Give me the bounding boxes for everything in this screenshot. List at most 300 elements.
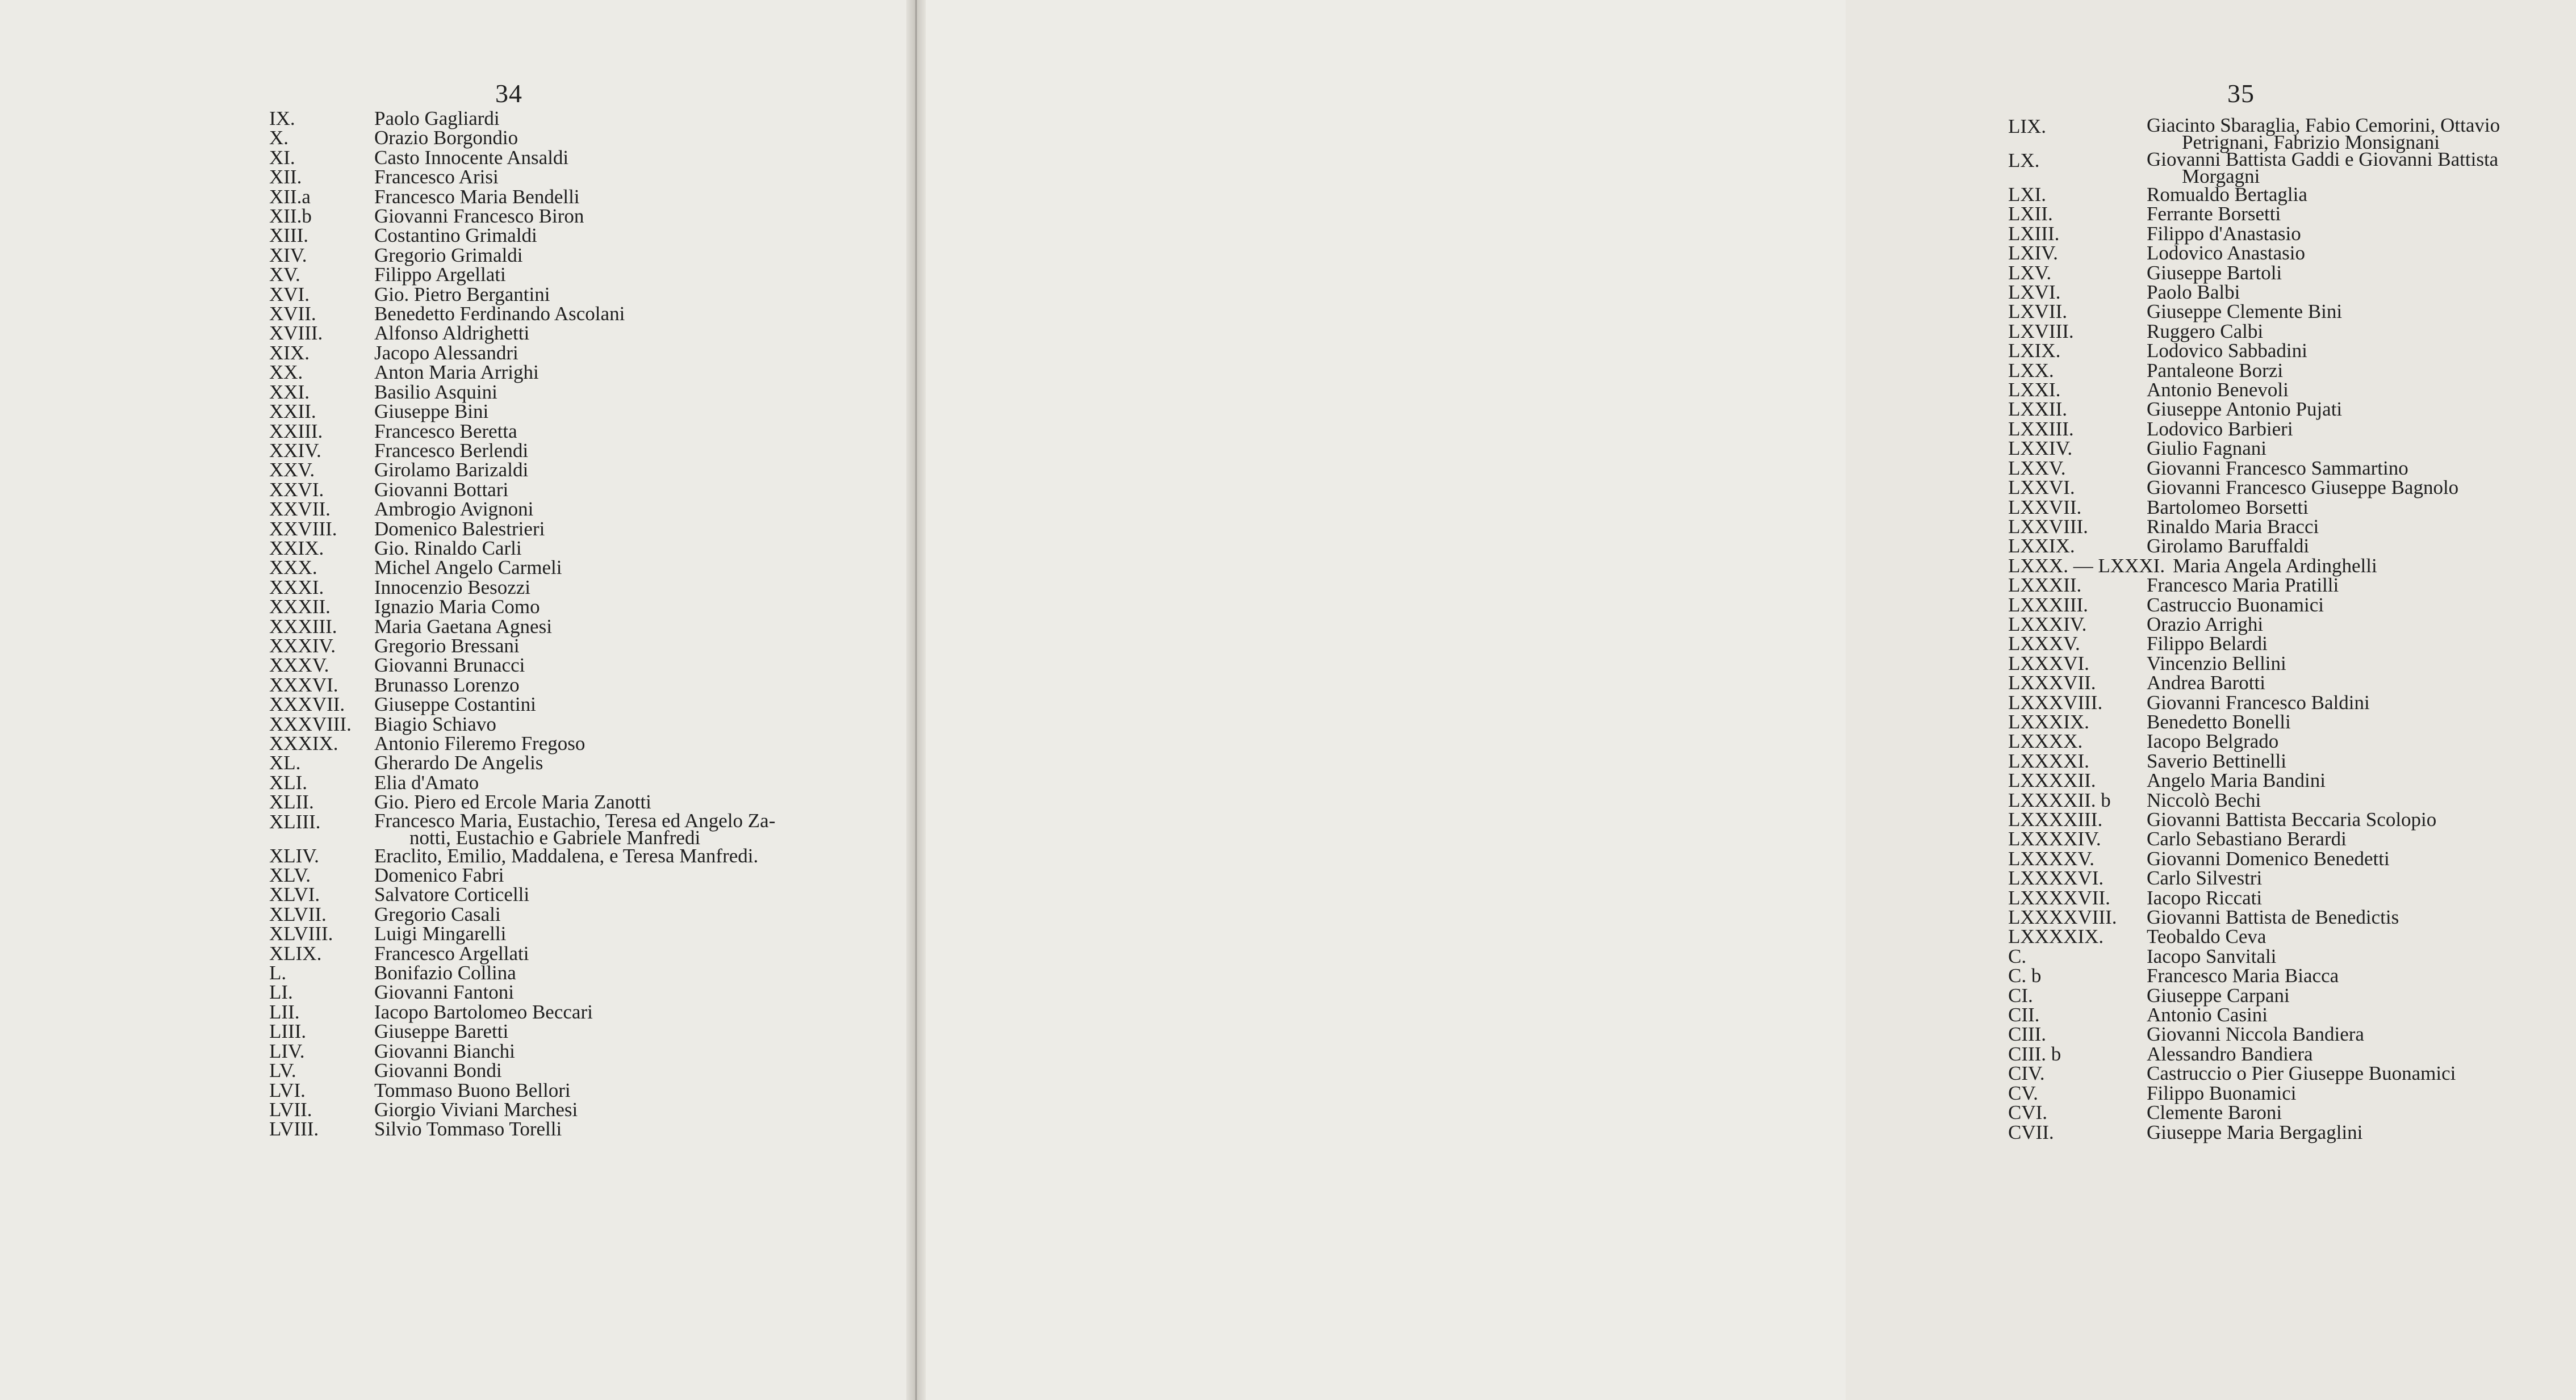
- entry-name: [374, 109, 500, 128]
- entry-name-text: Giovanni Domenico Benedetti: [2147, 847, 2390, 870]
- entry-name-text: Vincenzio Bellini: [2147, 652, 2286, 674]
- index-entry: [2008, 712, 2576, 732]
- entry-name: [374, 617, 552, 636]
- entry-name: [2147, 927, 2266, 946]
- entry-name: [374, 402, 488, 421]
- entry-name-text: Carlo Sebastiano Berardi: [2147, 828, 2347, 850]
- entry-numeral: XLVIII.: [269, 923, 333, 945]
- entry-numeral: C. b: [2008, 965, 2042, 987]
- entry-name-text: Casto Innocente Ansaldi: [374, 146, 569, 169]
- entry-name: [2147, 986, 2290, 1005]
- entry-name: [374, 636, 520, 656]
- entry-name-text: Castruccio Buonamici: [2147, 593, 2324, 616]
- index-entry: [269, 636, 837, 656]
- entry-name: [374, 500, 533, 519]
- index-entry: [2008, 114, 2576, 153]
- index-entry: [2008, 204, 2576, 224]
- entry-numeral: L.: [269, 962, 287, 984]
- index-entry: [2008, 749, 2576, 772]
- entry-name: [374, 207, 584, 226]
- entry-name: [374, 656, 525, 675]
- index-entry: [269, 304, 837, 324]
- index-entry: [2008, 908, 2576, 927]
- entry-numeral: XXIX.: [269, 536, 324, 559]
- entry-numeral: LXXXIX.: [2008, 710, 2089, 733]
- entry-name-text: Teobaldo Ceva: [2147, 925, 2266, 948]
- index-entry: [269, 363, 837, 382]
- index-entry: [2008, 654, 2576, 673]
- entry-name-text: Ambrogio Avignoni: [374, 498, 534, 521]
- entry-name-text: Francesco Berlendi: [374, 439, 529, 462]
- index-entry: [2008, 966, 2576, 986]
- entry-numeral: XXVII.: [269, 498, 331, 521]
- entry-name-text: Basilio Asquini: [374, 380, 497, 403]
- entry-name-text: Salvatore Corticelli: [374, 883, 530, 906]
- entry-numeral: LXX.: [2008, 359, 2054, 382]
- entry-numeral: LXXXXVIII.: [2008, 906, 2117, 929]
- entry-name-text: Giovanni Francesco Baldini: [2147, 691, 2370, 714]
- entry-name-text: Biagio Schiavo: [374, 712, 496, 735]
- entry-numeral: XXVIII.: [269, 517, 337, 540]
- entry-numeral: XXI.: [269, 380, 310, 403]
- entry-name: [374, 536, 522, 559]
- index-entry: [269, 167, 837, 187]
- entry-numeral: XLII.: [269, 791, 314, 814]
- entry-numeral: CII.: [2008, 1004, 2040, 1026]
- entry-numeral: LXXVIII.: [2008, 515, 2088, 538]
- entry-name: [374, 1000, 593, 1023]
- index-entry: [269, 734, 837, 753]
- entry-name-text: Silvio Tommaso Torelli: [374, 1118, 562, 1141]
- entry-name-text: Benedetto Bonelli: [2147, 710, 2291, 733]
- index-entry: [2008, 1123, 2576, 1142]
- entry-name: [2147, 1103, 2282, 1122]
- entry-name-text: Giovanni Bondi: [374, 1059, 502, 1082]
- index-entry: [269, 712, 837, 735]
- entry-name-text: Orazio Borgondio: [374, 127, 518, 149]
- entry-numeral: LXXXVI.: [2008, 652, 2089, 674]
- entry-name-text: Luigi Mingarelli: [374, 923, 507, 945]
- entry-name: [374, 422, 517, 441]
- entry-name: [2147, 1064, 2456, 1083]
- entry-numeral: LXVIII.: [2008, 320, 2074, 342]
- entry-name-text: Elia d'Amato: [374, 771, 479, 794]
- entry-numeral: LXXXXII. b: [2008, 789, 2111, 811]
- entry-name-text: Giovanni Francesco Giuseppe Bagnolo: [2147, 476, 2459, 499]
- entry-numeral: XLIX.: [269, 942, 322, 965]
- entry-numeral: XXVI.: [269, 478, 324, 501]
- entry-numeral: LXXIV.: [2008, 437, 2073, 460]
- entry-name-text: Brunasso Lorenzo: [374, 673, 520, 696]
- index-entry: [2008, 947, 2576, 966]
- index-entry: [269, 1000, 837, 1023]
- entry-name: [374, 578, 530, 597]
- entry-name: [2147, 302, 2342, 321]
- entry-numeral: XLIII.: [269, 810, 321, 833]
- index-entry: [269, 460, 837, 480]
- entry-name: [2147, 869, 2262, 888]
- entry-numeral: LXXV.: [2008, 456, 2066, 479]
- book-gutter: [906, 0, 926, 1400]
- index-entry: [269, 246, 837, 265]
- entry-name-text: Clemente Baroni: [2147, 1101, 2282, 1124]
- index-entry: [269, 944, 837, 963]
- entry-name-text: Bartolomeo Borsetti: [2147, 496, 2309, 518]
- index-entry: [269, 128, 837, 148]
- index-entry: [2008, 439, 2576, 458]
- index-list: [2008, 114, 2576, 1143]
- entry-name-text: Bonifazio Collina: [374, 962, 516, 984]
- entry-name-text: Francesco Arisi: [374, 166, 499, 188]
- entry-name-text: Jacopo Alessandri: [374, 341, 518, 364]
- entry-name: [374, 148, 568, 167]
- entry-name: [374, 441, 528, 460]
- index-entry: [2008, 380, 2576, 400]
- entry-numeral: XLVI.: [269, 883, 320, 906]
- entry-numeral: XV.: [269, 263, 300, 286]
- entry-name: [374, 380, 497, 403]
- index-entry: [2008, 576, 2576, 595]
- entry-name-text: Giulio Fagnani: [2147, 437, 2266, 460]
- entry-numeral: LXXXXIV.: [2008, 828, 2101, 850]
- index-entry: [269, 885, 837, 904]
- entry-name-text: Giacinto Sbaraglia, Fabio Cemorini, Ottavio: [2147, 114, 2500, 136]
- index-entry: [2008, 283, 2576, 302]
- index-entry: [269, 695, 837, 714]
- entry-name: [2147, 908, 2399, 927]
- entry-numeral: XXXVIII.: [269, 712, 352, 735]
- entry-numeral: XXII.: [269, 400, 316, 423]
- entry-numeral: LXVI.: [2008, 281, 2061, 304]
- entry-name: [374, 1022, 508, 1041]
- index-entry: [2008, 1025, 2576, 1044]
- entry-name: [2147, 283, 2240, 302]
- entry-numeral: LXXX. — LXXXI.: [2008, 554, 2165, 577]
- entry-numeral: LXIV.: [2008, 242, 2058, 265]
- entry-name: [2147, 114, 2576, 153]
- index-entry: [269, 558, 837, 577]
- index-entry: [269, 536, 837, 559]
- index-entry: [2008, 1064, 2576, 1083]
- entry-numeral: XXX.: [269, 556, 317, 579]
- entry-name: [2147, 1005, 2268, 1025]
- index-entry: [2008, 1005, 2576, 1025]
- entry-name-text: Castruccio o Pier Giuseppe Buonamici: [2147, 1062, 2456, 1085]
- entry-name: [2147, 593, 2324, 616]
- entry-numeral: C.: [2008, 945, 2027, 967]
- entry-name-text: Gregorio Casali: [374, 903, 501, 925]
- index-entry: [2008, 361, 2576, 380]
- entry-numeral: LVIII.: [269, 1118, 319, 1141]
- entry-name-text: Giuseppe Bini: [374, 400, 489, 423]
- index-entry: [269, 500, 837, 519]
- entry-numeral: LVI.: [269, 1079, 306, 1101]
- index-entry: [269, 207, 837, 226]
- entry-name: [2147, 576, 2339, 595]
- index-entry: [2008, 732, 2576, 751]
- entry-name: [374, 558, 562, 577]
- entry-numeral: XXXVI.: [269, 673, 338, 696]
- index-entry: [269, 1061, 837, 1080]
- entry-name-text: Andrea Barotti: [2147, 672, 2265, 694]
- entry-numeral: IX.: [269, 107, 295, 129]
- entry-numeral: XLV.: [269, 864, 311, 887]
- entry-numeral: LII.: [269, 1000, 300, 1023]
- entry-numeral: LXXI.: [2008, 379, 2061, 401]
- index-entry: [269, 597, 837, 617]
- entry-numeral: LXXIX.: [2008, 535, 2075, 558]
- entry-name-text: Gio. Pietro Bergantini: [374, 283, 550, 305]
- entry-name-text: Gio. Rinaldo Carli: [374, 536, 522, 559]
- entry-name: [374, 809, 817, 849]
- index-entry: [269, 773, 837, 793]
- index-entry: [269, 673, 837, 696]
- entry-numeral: CIV.: [2008, 1062, 2045, 1085]
- entry-name: [374, 1061, 502, 1080]
- index-entry: [269, 265, 837, 284]
- entry-numeral: LXXXXI.: [2008, 749, 2089, 772]
- index-entry: [269, 285, 837, 304]
- entry-name-text: Francesco Maria, Eustachio, Teresa ed Angelo Za-: [374, 809, 776, 832]
- entry-name: [374, 983, 514, 1002]
- entry-name-text: Alfonso Aldrighetti: [374, 322, 530, 345]
- index-entry: [2008, 498, 2576, 517]
- entry-numeral: X.: [269, 127, 289, 149]
- entry-name-text: Giuseppe Clemente Bini: [2147, 300, 2343, 323]
- entry-name-text: Francesco Maria Bendelli: [374, 185, 580, 208]
- index-entry: [269, 1022, 837, 1041]
- entry-numeral: LXIII.: [2008, 222, 2060, 245]
- entry-name-text: Iacopo Bartolomeo Beccari: [374, 1000, 593, 1023]
- entry-name-text: Anton Maria Arrighi: [374, 361, 539, 384]
- entry-name: [374, 167, 499, 187]
- entry-name: [2147, 244, 2305, 263]
- entry-name: [2147, 456, 2408, 479]
- entry-numeral: XVII.: [269, 303, 316, 325]
- entry-name: [2147, 888, 2262, 908]
- entry-numeral: LXXXXV.: [2008, 847, 2094, 870]
- entry-name: [2147, 732, 2278, 751]
- index-entry: [2008, 791, 2576, 810]
- entry-numeral: LXXXXVII.: [2008, 886, 2110, 909]
- index-entry: [2008, 322, 2576, 341]
- entry-numeral: LXXVII.: [2008, 496, 2082, 518]
- entry-name: [374, 1039, 515, 1062]
- entry-name-text: Giovanni Battista de Benedictis: [2147, 906, 2399, 929]
- entry-name: [2147, 947, 2276, 966]
- entry-name-text: Domenico Fabri: [374, 864, 504, 887]
- index-entry: [2008, 673, 2576, 693]
- index-entry: [269, 983, 837, 1002]
- index-entry: [269, 109, 837, 128]
- index-entry: [2008, 263, 2576, 283]
- index-entry: [269, 1100, 837, 1120]
- entry-numeral: XXXIX.: [269, 732, 338, 755]
- entry-name: [2147, 478, 2458, 497]
- index-entry: [269, 480, 837, 500]
- entry-name: [374, 363, 539, 382]
- entry-name-text: Iacopo Riccati: [2147, 886, 2263, 909]
- entry-name-text: Pantaleone Borzi: [2147, 359, 2284, 382]
- entry-name-continuation: Petrignani, Fabrizio Monsignani: [2182, 131, 2440, 153]
- entry-name-text: Girolamo Barizaldi: [374, 459, 529, 481]
- entry-numeral: LIV.: [269, 1039, 305, 1062]
- entry-numeral: XXV.: [269, 459, 315, 481]
- index-entry: [2008, 829, 2576, 849]
- entry-name-text: Gherardo De Angelis: [374, 752, 543, 774]
- index-entry: [269, 402, 837, 421]
- entry-name: [374, 1120, 562, 1139]
- entry-name-text: Giovanni Battista Beccaria Scolopio: [2147, 808, 2437, 831]
- entry-name-text: Filippo d'Anastasio: [2147, 222, 2301, 245]
- entry-numeral: CIII. b: [2008, 1042, 2061, 1065]
- entry-name: [374, 304, 625, 324]
- entry-numeral: XLIV.: [269, 844, 319, 867]
- entry-name-text: Giovanni Fantoni: [374, 981, 514, 1004]
- entry-numeral: LXXVI.: [2008, 476, 2075, 499]
- entry-numeral: XXXV.: [269, 654, 329, 677]
- entry-name-text: Giovanni Battista Gaddi e Giovanni Battista: [2147, 148, 2499, 170]
- entry-numeral: LXVII.: [2008, 300, 2067, 323]
- entry-name-text: Gregorio Bressani: [374, 634, 520, 657]
- entry-name-text: Rinaldo Maria Bracci: [2147, 515, 2319, 538]
- entry-name: [2147, 224, 2301, 244]
- entry-name-text: Gregorio Grimaldi: [374, 244, 523, 266]
- entry-name: [2147, 712, 2291, 732]
- entry-name-text: Antonio Benevoli: [2147, 379, 2289, 401]
- index-entry: [2008, 615, 2576, 634]
- entry-name-text: Niccolò Bechi: [2147, 789, 2261, 811]
- entry-numeral: LXXIII.: [2008, 417, 2074, 440]
- index-entry: [269, 148, 837, 167]
- entry-name-text: Iacopo Belgrado: [2147, 730, 2279, 753]
- entry-numeral: LX.: [2008, 149, 2040, 171]
- entry-name-text: Ruggero Calbi: [2147, 320, 2264, 342]
- entry-name: [374, 246, 522, 265]
- entry-name: [2147, 322, 2263, 341]
- entry-name-text: Angelo Maria Bandini: [2147, 769, 2326, 792]
- entry-numeral: XII.a: [269, 185, 311, 208]
- entry-numeral: LIX.: [2008, 115, 2047, 137]
- entry-name: [374, 324, 529, 343]
- index-entry: [2008, 888, 2576, 908]
- entry-name: [374, 866, 504, 885]
- index-entry: [269, 905, 837, 924]
- index-entry: [269, 1120, 837, 1139]
- index-entry: [2008, 693, 2576, 712]
- entry-name: [374, 846, 758, 866]
- entry-numeral: XLVII.: [269, 903, 327, 925]
- entry-numeral: XI.: [269, 146, 295, 169]
- entry-name: [2147, 341, 2307, 361]
- entry-name-text: Gio. Piero ed Ercole Maria Zanotti: [374, 791, 651, 814]
- entry-numeral: LXIX.: [2008, 339, 2061, 362]
- entry-name-text: Paolo Gagliardi: [374, 107, 500, 129]
- entry-numeral: LVII.: [269, 1098, 312, 1121]
- entry-numeral: XXXIV.: [269, 634, 336, 657]
- entry-name: [374, 1081, 571, 1100]
- index-entry: [2008, 634, 2576, 653]
- entry-numeral: LXXXVIII.: [2008, 691, 2103, 714]
- entry-numeral: LXXXIV.: [2008, 613, 2087, 635]
- entry-name-text: Orazio Arrighi: [2147, 613, 2264, 635]
- index-entry: [2008, 224, 2576, 244]
- entry-name: [2147, 1123, 2362, 1142]
- index-entry: [269, 324, 837, 343]
- entry-name-text: Girolamo Baruffaldi: [2147, 535, 2310, 558]
- entry-numeral: LIII.: [269, 1020, 307, 1043]
- entry-numeral: XX.: [269, 361, 303, 384]
- entry-name-text: Francesco Beretta: [374, 420, 517, 442]
- entry-name-continuation: Morgagni: [2182, 165, 2260, 187]
- index-entry: [2008, 869, 2576, 888]
- entry-name-text: Francesco Maria Pratilli: [2147, 574, 2339, 597]
- entry-name-text: Giuseppe Antonio Pujati: [2147, 398, 2343, 421]
- entry-numeral: XXXII.: [269, 596, 331, 618]
- entry-name: [374, 924, 506, 944]
- entry-name-text: Tommaso Buono Bellori: [374, 1079, 571, 1101]
- entry-name-text: Filippo Argellati: [374, 263, 506, 286]
- entry-name: [374, 734, 585, 753]
- entry-numeral: LV.: [269, 1059, 296, 1082]
- entry-name: [374, 187, 580, 207]
- index-entry: [269, 753, 837, 773]
- entry-numeral: XVIII.: [269, 322, 323, 345]
- entry-name: [2147, 749, 2286, 772]
- page-number: 34: [495, 79, 522, 108]
- entry-name: [2147, 1025, 2364, 1044]
- entry-numeral: LXXII.: [2008, 398, 2067, 421]
- entry-name-text: Antonio Casini: [2147, 1004, 2268, 1026]
- entry-name: [2147, 634, 2268, 653]
- entry-name-text: Eraclito, Emilio, Maddalena, e Teresa Manfredi.: [374, 844, 759, 867]
- entry-numeral: XIV.: [269, 244, 307, 266]
- entry-name: [374, 343, 518, 363]
- entry-numeral: LI.: [269, 981, 293, 1004]
- entry-name-text: Ignazio Maria Como: [374, 596, 540, 618]
- entry-name: [374, 597, 540, 617]
- index-entry: [269, 578, 837, 597]
- entry-name: [2147, 654, 2286, 673]
- entry-numeral: XII.: [269, 166, 302, 188]
- entry-name-text: Giovanni Francesco Biron: [374, 205, 584, 228]
- entry-numeral: LXXXVII.: [2008, 672, 2096, 694]
- entry-name-text: Giuseppe Maria Bergaglini: [2147, 1121, 2363, 1143]
- index-entry: [269, 187, 837, 207]
- entry-name: [2147, 417, 2293, 440]
- entry-name-text: Lodovico Barbieri: [2147, 417, 2293, 440]
- entry-numeral: LXXXXVI.: [2008, 867, 2104, 890]
- index-entry: [2008, 556, 2576, 576]
- index-entry: [269, 617, 837, 636]
- index-entry: [2008, 1042, 2576, 1065]
- entry-name-text: Michel Angelo Carmeli: [374, 556, 562, 579]
- index-list: [269, 109, 837, 1139]
- entry-name: [374, 712, 496, 735]
- index-entry: [2008, 417, 2576, 440]
- entry-name-text: Francesco Argellati: [374, 942, 529, 965]
- entry-name-text: Filippo Buonamici: [2147, 1082, 2297, 1104]
- entry-name: [2147, 810, 2436, 829]
- index-entry: [2008, 517, 2576, 536]
- entry-name-text: Francesco Maria Biacca: [2147, 965, 2339, 987]
- entry-name: [2147, 380, 2289, 400]
- entry-name: [2147, 1042, 2313, 1065]
- index-entry: [2008, 593, 2576, 616]
- index-entry: [2008, 849, 2576, 869]
- index-entry: [269, 343, 837, 363]
- entry-numeral: LXXXIII.: [2008, 593, 2088, 616]
